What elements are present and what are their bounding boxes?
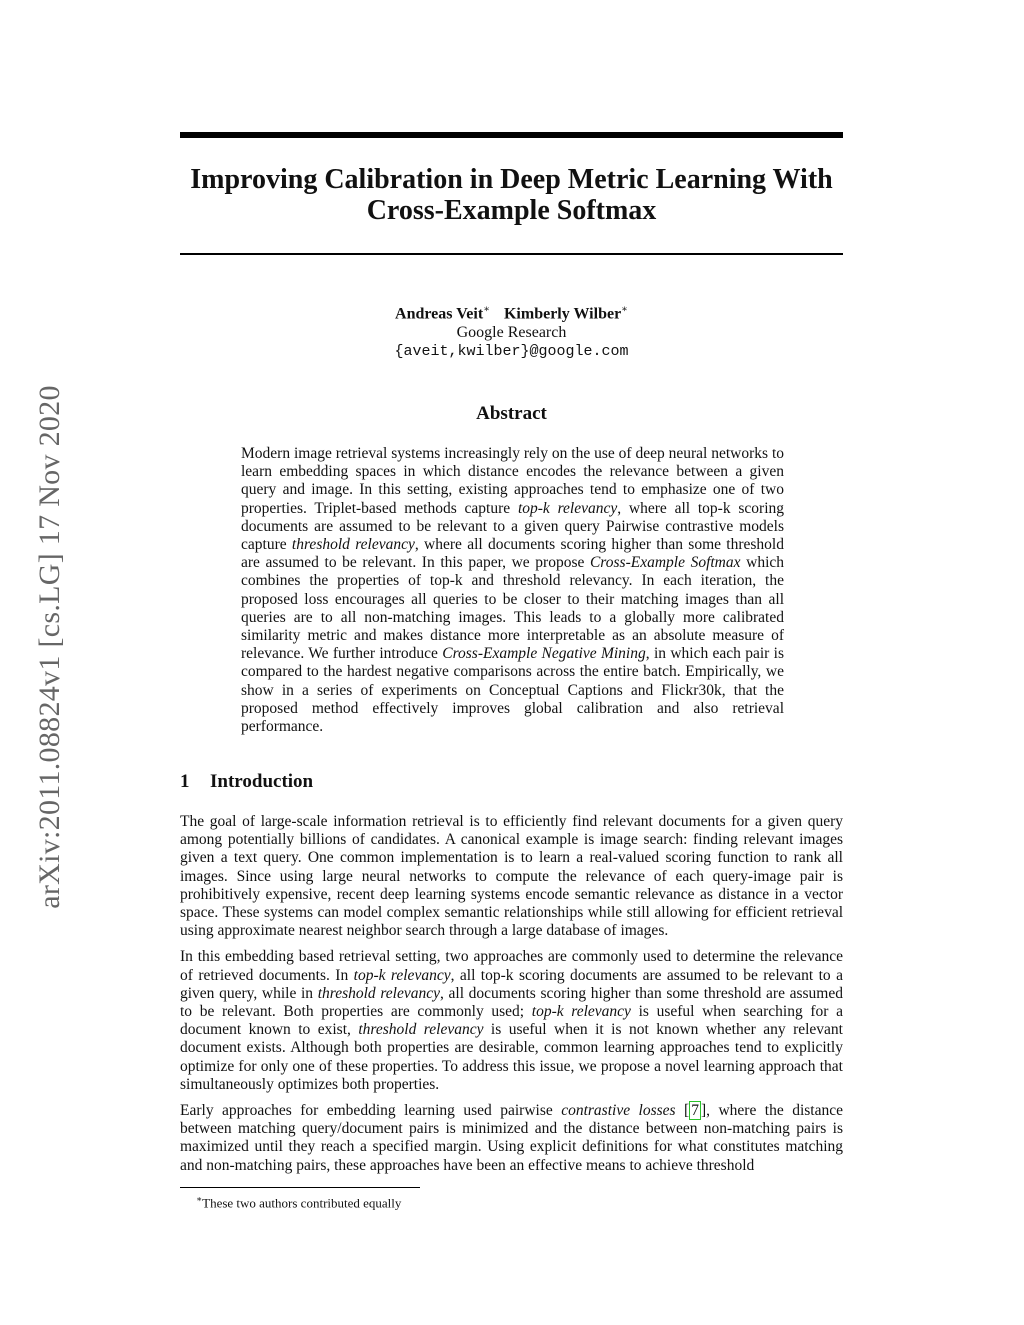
footnote	[196, 1191, 401, 1211]
abstract-heading: Abstract	[476, 403, 547, 424]
title-line-2: Cross-Example Softmax	[366, 195, 657, 226]
title-line-1: Improving Calibration in Deep Metric Learning With	[190, 164, 833, 195]
introduction-body	[180, 813, 843, 1183]
author-name: Kimberly Wilber	[503, 305, 622, 323]
paper-title	[180, 164, 843, 226]
title-bottom-rule	[180, 253, 843, 255]
section-heading	[180, 771, 313, 793]
intro-paragraph-1: The goal of large-scale information retrieval is to efficiently find relevant documents for a given query among potentially billions of candidates. A canonical example is image search: finding relevant images given a text query. One common implementation is to learn a real-valued scoring function to rank all images. Since using large neural networks to compute the relevance of each query-image pair is prohibitively expensive, recent deep learning systems encode semantic relevance as distance in a vector space. These systems can model complex semantic relationships while still allowing for efficient retrieval using approximate nearest neighbor search through a large database of images.	[180, 813, 843, 940]
author-name: Andreas Veit	[395, 305, 484, 323]
intro-paragraph-2: In this embedding based retrieval setting, two approaches are commonly used to determine the relevance of retrieved documents. In top-k relevancy, all top-k scoring documents are assumed to be relevant to a given query, while in threshold relevancy, all documents scoring higher than some threshold are assumed to be relevant. Both properties are commonly used; top-k relevancy is useful when searching for a document known to exist, threshold relevancy is useful when it is not known whether any relevant document exists. Although both properties are desirable, common learning approaches tend to explicitly optimize for only one of these properties. To address this issue, we propose a novel learning approach that simultaneously optimizes both properties.	[180, 948, 843, 1093]
section-number: 1	[180, 771, 190, 792]
author-affiliation: Google Research	[456, 324, 567, 342]
footnote-rule	[180, 1187, 420, 1188]
author-block	[180, 300, 843, 361]
author-marker: ∗	[621, 304, 628, 315]
author-names	[180, 300, 843, 323]
footnote-text: These two authors contributed equally	[202, 1195, 402, 1211]
arxiv-identifier: arXiv:2011.08824v1 [cs.LG] 17 Nov 2020	[33, 385, 66, 909]
section-title: Introduction	[210, 771, 314, 792]
intro-paragraph-3: Early approaches for embedding learning used pairwise contrastive losses [ 7 ], where the distance between matching query/document pairs is minimized and the distance between non-matching pairs is maximized until they reach a specified margin. Using explicit definitions for what constitutes matching and non-matching pairs, these approaches have been an effective means to achieve threshold	[180, 1102, 843, 1174]
title-top-rule	[180, 132, 843, 138]
citation-link[interactable]: 7	[691, 1102, 699, 1120]
footnote-marker: ∗	[196, 1194, 203, 1204]
author-email: {aveit,kwilber}@google.com	[394, 343, 629, 361]
author-marker: ∗	[483, 304, 490, 315]
abstract-text: Modern image retrieval systems increasingly rely on the use of deep neural networks to learn embedding spaces in which distance encodes the relevance between a given query and image. In this setting, existing approaches tend to emphasize one of two properties. Triplet-based methods capture top-k relevancy, where all top-k scoring documents are assumed to be relevant to a given query Pairwise contrastive models capture threshold relevancy, where all documents scoring higher than some threshold are assumed to be relevant. In this paper, we propose Cross-Example Softmax which combines the properties of top-k and threshold relevancy. In each iteration, the proposed loss encourages all queries to be closer to their matching images than all queries are to all non-matching images. This leads to a globally more calibrated similarity metric and makes distance more interpretable as an absolute measure of relevance. We further introduce Cross-Example Negative Mining, in which each pair is compared to the hardest negative comparisons across the entire batch. Empirically, we show in a series of experiments on Conceptual Captions and Flickr30k, that the proposed method effectively improves global calibration and also retrieval performance.	[241, 445, 785, 736]
